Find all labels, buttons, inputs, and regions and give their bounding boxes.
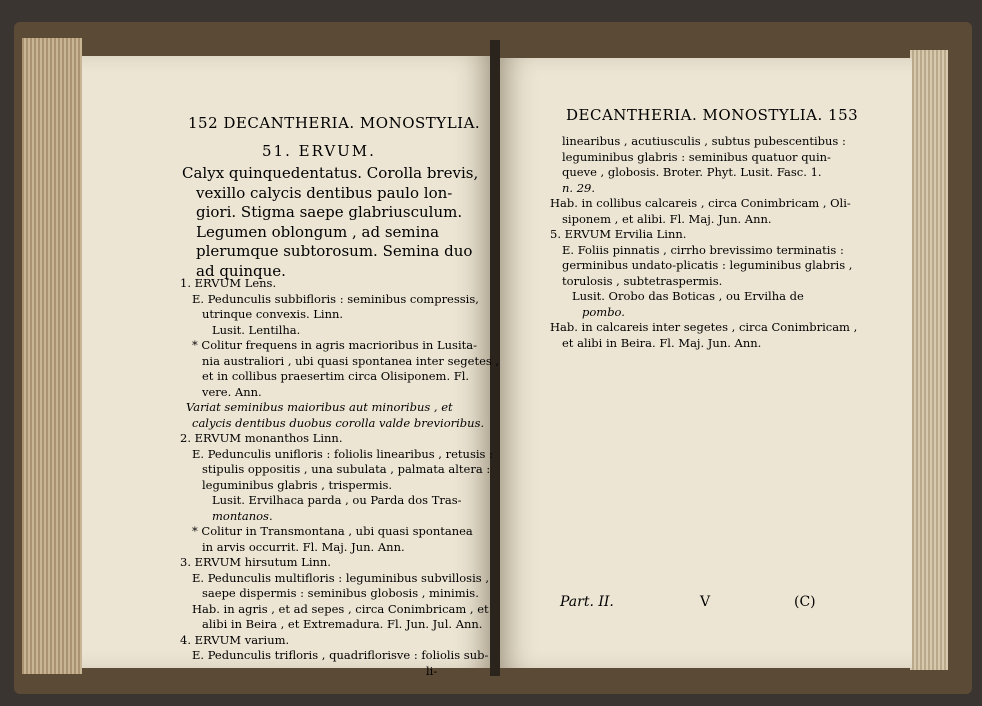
entry-line: in arvis occurrit. Fl. Maj. Jun. Ann. [202, 539, 405, 554]
page-edges-right [910, 50, 948, 670]
intro-line: Calyx quinquedentatus. Corolla brevis, [182, 164, 479, 182]
entry-line: montanos. [212, 508, 273, 523]
signature-part: Part. II. [560, 594, 614, 610]
entry-line: Variat seminibus maioribus aut minoribus , et [186, 400, 453, 414]
entry-line: leguminibus glabris , trispermis. [202, 477, 393, 492]
left-running-head: 152 DECANTHERIA. MONOSTYLIA. [188, 114, 481, 132]
entry-line: li- [426, 663, 438, 678]
entry-line: 5. ERVUM Ervilia Linn. [550, 227, 687, 241]
intro-line: Legumen oblongum , ad semina [196, 222, 440, 241]
entry-line: Lusit. Ervilhaca parda , ou Parda dos Tras- [212, 493, 462, 507]
entry-line: germinibus undato-plicatis : leguminibus glabris , [562, 258, 853, 272]
entry-line: 1. ERVUM Lens. [180, 276, 277, 290]
entry-line: E. Pedunculis unifloris : foliolis linearibus , retusis : [192, 446, 493, 461]
entry-line: Lusit. Orobo das Boticas , ou Ervilha de [572, 289, 804, 303]
entry-line: stipulis oppositis , una subulata , palmata altera : [202, 462, 491, 476]
signature-mark: (C) [794, 594, 816, 610]
intro-line: ad quinque. [196, 261, 286, 280]
entry-line: 3. ERVUM hirsutum Linn. [180, 555, 331, 569]
entry-line: vere. Ann. [202, 384, 262, 399]
entry-line: utrinque convexis. Linn. [202, 307, 344, 321]
genus-description [182, 164, 482, 281]
species-entries [180, 276, 500, 679]
entry-line: linearibus , acutiusculis , subtus pubescentibus : [562, 134, 846, 148]
entry-line: * Colitur in Transmontana , ubi quasi spontanea [192, 524, 473, 538]
right-running-head: DECANTHERIA. MONOSTYLIA. 153 [566, 106, 859, 124]
entry-line: E. Foliis pinnatis , cirrho brevissimo terminatis : [562, 242, 844, 257]
entry-line: nia australiori , ubi quasi spontanea inter segetes , [202, 353, 500, 368]
entry-line: alibi in Beira , et Extremadura. Fl. Jun. Jul. Ann. [202, 617, 483, 631]
entry-line: calycis dentibus duobus corolla valde brevioribus. [192, 415, 485, 430]
entry-line: et in collibus praesertim circa Olisiponem. Fl. [202, 369, 470, 383]
entry-line: saepe dispermis : seminibus globosis , minimis. [202, 586, 479, 600]
entry-line: et alibi in Beira. Fl. Maj. Jun. Ann. [562, 335, 762, 350]
intro-line: giori. Stigma saepe glabriusculum. [196, 203, 463, 221]
entry-line: 4. ERVUM varium. [180, 632, 290, 647]
entry-line: Lusit. Lentilha. [212, 322, 301, 337]
entry-line: Hab. in collibus calcareis , circa Conimbricam , Oli- [550, 196, 851, 210]
entry-line: E. Pedunculis trifloris , quadriflorisve : foliolis sub- [192, 648, 489, 662]
entry-line: queve , globosis. Broter. Phyt. Lusit. Fasc. 1. [562, 165, 822, 179]
right-page-entries [550, 134, 858, 351]
intro-line: vexillo calycis dentibus paulo lon- [196, 183, 453, 202]
intro-line: plerumque subtorosum. Semina duo [196, 242, 473, 260]
entry-line: Hab. in agris , et ad sepes , circa Conimbricam , et [192, 601, 489, 616]
entry-line: E. Pedunculis multifloris : leguminibus subvillosis , [192, 570, 489, 585]
page-edges-left [22, 38, 82, 674]
entry-line: 2. ERVUM monanthos Linn. [180, 431, 343, 445]
entry-line: siponem , et alibi. Fl. Maj. Jun. Ann. [562, 211, 772, 226]
entry-line: pombo. [582, 304, 625, 319]
entry-line: * Colitur frequens in agris macrioribus in Lusita- [192, 338, 477, 352]
entry-line: E. Pedunculis subbifloris : seminibus compressis, [192, 291, 479, 306]
entry-line: torulosis , subtetraspermis. [562, 273, 723, 288]
genus-title: 51. ERVUM. [262, 142, 376, 160]
entry-line: leguminibus glabris : seminibus quatuor quin- [562, 149, 831, 164]
signature-letter: V [700, 594, 711, 610]
entry-line: Hab. in calcareis inter segetes , circa Conimbricam , [550, 320, 858, 334]
entry-line: n. 29. [562, 180, 596, 195]
